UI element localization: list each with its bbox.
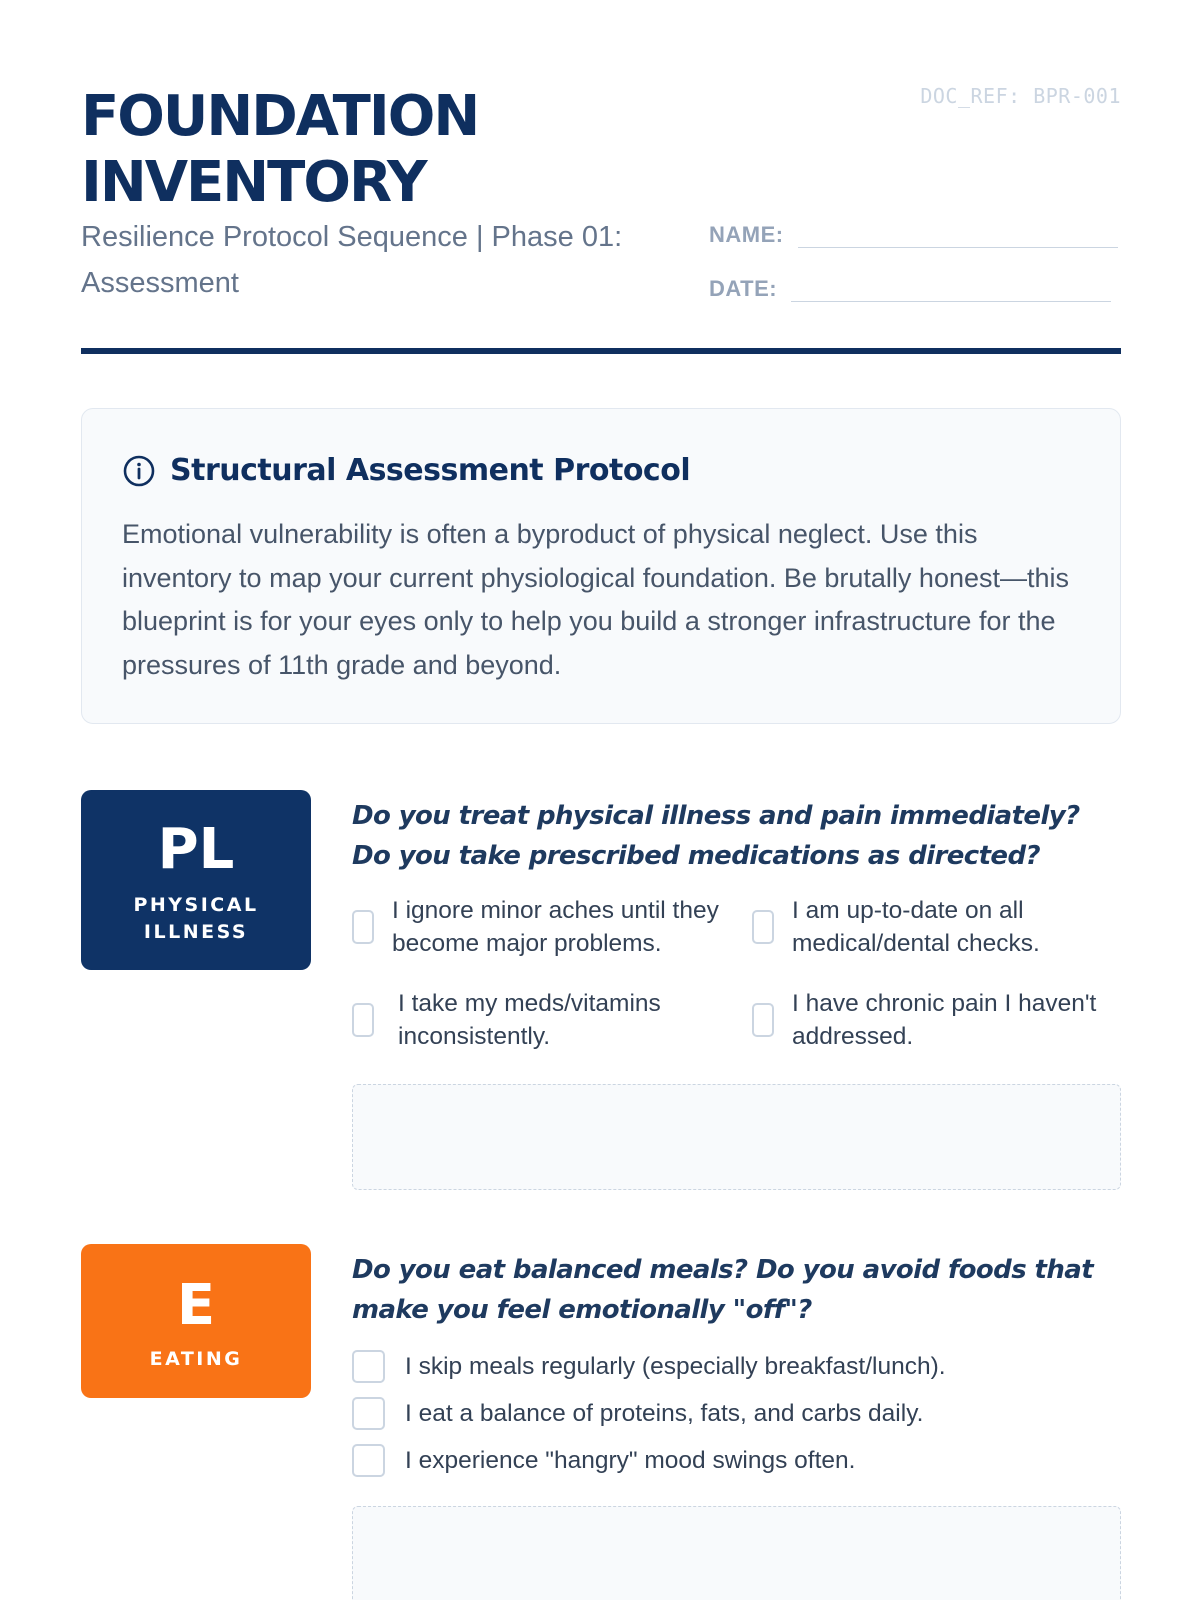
checklist-item[interactable] <box>752 987 1121 1053</box>
checklist-item[interactable] <box>352 1350 1121 1383</box>
header-divider <box>81 348 1121 354</box>
checkbox[interactable] <box>352 1444 385 1477</box>
section-question: Do you treat physical illness and pain immediately? Do you take prescribed medications as directed? <box>352 801 1080 871</box>
badge-label-line-1: EATING <box>149 1348 243 1370</box>
protocol-info-box <box>81 408 1121 724</box>
info-body: Emotional vulnerability is often a byproduct of physical neglect. Use this inventory to map your current physiological foundation. Be brutally honest—this blueprint is for your eyes only to help you build a stronger infrastructure for the pressures of 11th grade and beyond. <box>122 519 1070 680</box>
notes-area[interactable] <box>352 1506 1121 1600</box>
checklist-item-label: I am up-to-date on all medical/dental checks. <box>792 897 1040 957</box>
name-input-line[interactable] <box>798 218 1118 248</box>
name-field <box>709 218 1118 248</box>
date-label: DATE: <box>709 276 778 301</box>
checkbox[interactable] <box>352 1350 385 1383</box>
badge-label-line-2: ILLNESS <box>143 921 249 943</box>
badge-code: E <box>176 1273 216 1338</box>
checklist-item-label: I ignore minor aches until they become major problems. <box>392 897 719 957</box>
title-line-1: FOUNDATION <box>81 84 479 149</box>
category-badge <box>81 790 311 970</box>
page-title <box>81 84 478 216</box>
category-badge <box>81 1244 311 1398</box>
title-line-2: INVENTORY <box>81 150 426 215</box>
checkbox[interactable] <box>752 910 774 944</box>
checkbox[interactable] <box>352 910 374 944</box>
badge-label-line-1: PHYSICAL <box>133 894 259 916</box>
doc-reference: DOC_REF: BPR-001 <box>920 84 1121 108</box>
date-input-line[interactable] <box>791 272 1111 302</box>
checklist-item-label: I have chronic pain I haven't addressed. <box>792 990 1097 1050</box>
notes-area[interactable] <box>352 1084 1121 1190</box>
checkbox[interactable] <box>752 1003 774 1037</box>
checklist-item[interactable] <box>352 1444 1121 1477</box>
badge-code: PL <box>157 817 235 882</box>
checklist-item-label: I take my meds/vitamins inconsistently. <box>398 990 661 1050</box>
checkbox[interactable] <box>352 1003 374 1037</box>
name-label: NAME: <box>709 222 784 247</box>
checklist-item[interactable] <box>352 894 732 960</box>
checklist-item-label: I eat a balance of proteins, fats, and carbs daily. <box>405 1400 924 1427</box>
checklist-item[interactable] <box>352 1397 1121 1430</box>
info-title: Structural Assessment Protocol <box>170 453 691 488</box>
info-header <box>122 453 690 488</box>
checklist-item-label: I skip meals regularly (especially breakfast/lunch). <box>405 1353 946 1380</box>
checklist-item[interactable] <box>752 894 1121 960</box>
page-subtitle: Resilience Protocol Sequence | Phase 01: Assessment <box>81 221 623 299</box>
info-circle-icon <box>122 454 156 488</box>
checklist-item-label: I experience "hangry" mood swings often. <box>405 1447 856 1474</box>
date-field <box>709 272 1111 302</box>
section-question: Do you eat balanced meals? Do you avoid foods that make you feel emotionally "off"? <box>352 1255 1094 1325</box>
checkbox[interactable] <box>352 1397 385 1430</box>
checklist-item[interactable] <box>352 987 692 1053</box>
worksheet-page <box>81 0 1121 1600</box>
